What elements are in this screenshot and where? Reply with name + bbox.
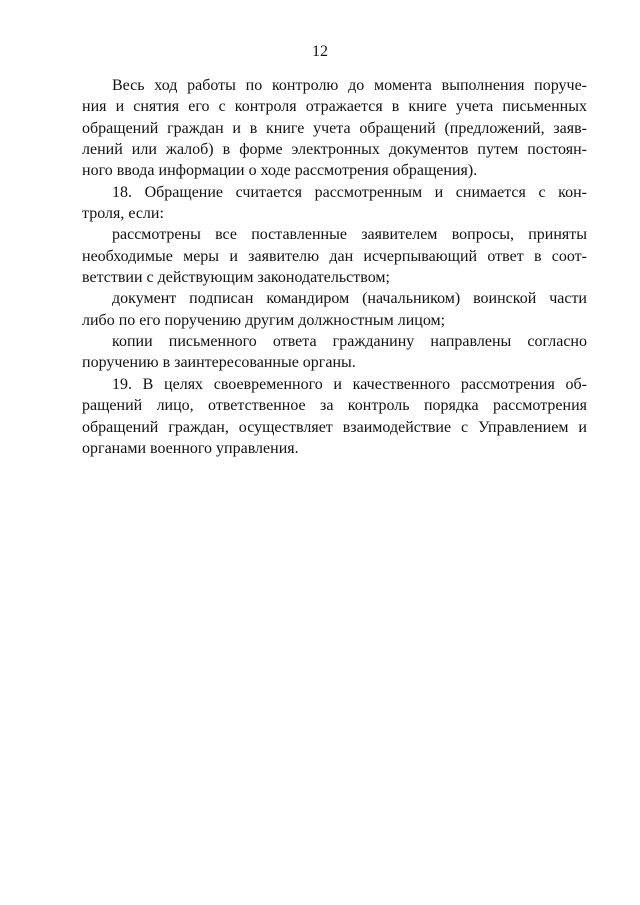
text-line: копии письменного ответа гражданину направлены согласно <box>112 333 587 351</box>
text-line: обращений граждан и в книге учета обращений (предложений, заяв- <box>82 119 587 137</box>
text-line: лений или жалоб) в форме электронных документов путем постоян- <box>82 141 587 159</box>
document-body <box>82 75 587 459</box>
paragraph-condition-questions <box>82 224 587 288</box>
text-line: ного ввода информации о ходе рассмотрения обращения). <box>82 162 478 180</box>
text-line: ращений лицо, ответственное за контроль порядка рассмотрения <box>82 397 587 415</box>
text-line: поручению в заинтересованные органы. <box>82 354 356 372</box>
text-line: ветствии с действующим законодательством; <box>82 269 390 287</box>
text-line: Весь ход работы по контролю до момента выполнения поруче- <box>112 77 587 94</box>
text-line: 19. В целях своевременного и качественного рассмотрения об- <box>112 375 587 393</box>
paragraph-work-control <box>82 75 587 182</box>
page-number: 12 <box>312 43 328 60</box>
text-line: троля, если: <box>82 205 164 223</box>
paragraph-condition-copies <box>82 331 587 374</box>
text-line: либо по его поручению другим должностным лицом; <box>82 311 446 329</box>
text-line: 18. Обращение считается рассмотренным и снимается с кон- <box>112 183 587 201</box>
paragraph-condition-signed <box>82 288 587 331</box>
text-line: обращений граждан, осуществляет взаимодействие с Управлением и <box>82 418 587 436</box>
paragraph-item-18 <box>82 182 587 225</box>
text-line: органами военного управления. <box>82 439 299 457</box>
text-line: ния и снятия его с контроля отражается в книге учета письменных <box>82 98 587 116</box>
paragraph-item-19 <box>82 374 587 459</box>
text-line: рассмотрены все поставленные заявителем вопросы, приняты <box>112 226 587 244</box>
text-line: документ подписан командиром (начальником) воинской части <box>112 290 587 308</box>
text-line: необходимые меры и заявителю дан исчерпывающий ответ в соот- <box>82 247 587 265</box>
